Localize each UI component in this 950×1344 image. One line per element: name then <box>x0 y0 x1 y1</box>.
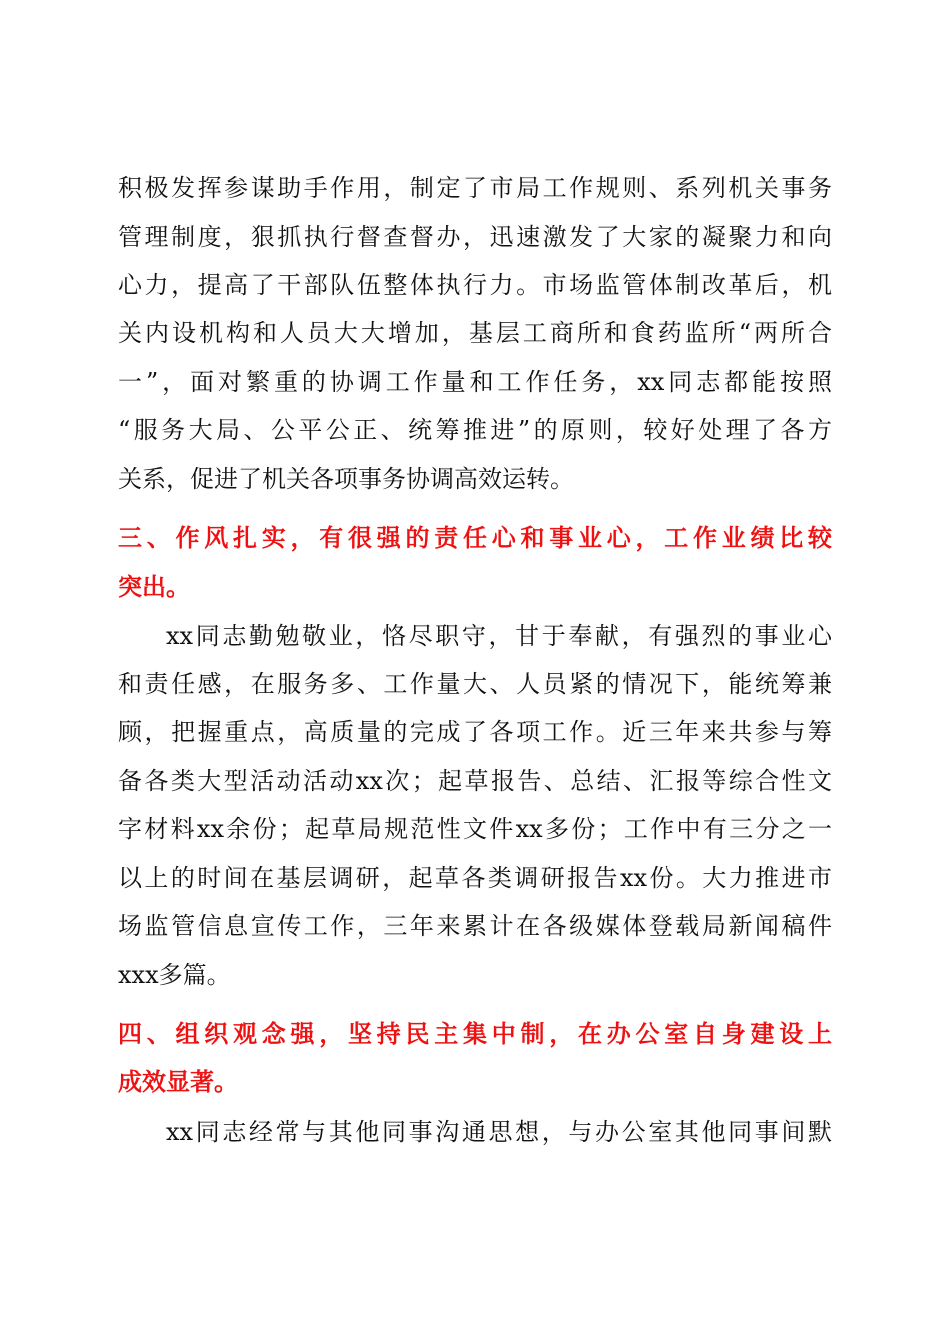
body-line: 积极发挥参谋助手作用，制定了市局工作规则、系列机关事务 <box>118 174 832 202</box>
body-line: 以上的时间在基层调研，起草各类调研报告xx份。大力推进市 <box>118 864 832 892</box>
body-line: 关内设机构和人员大大增加，基层工商所和食药监所“两所合 <box>118 319 832 347</box>
section-heading-line: 四、组织观念强，坚持民主集中制，在办公室自身建设上 <box>118 1020 832 1048</box>
body-line: “服务大局、公平公正、统筹推进”的原则，较好处理了各方 <box>118 416 832 444</box>
body-line: 顾，把握重点，高质量的完成了各项工作。近三年来共参与筹 <box>118 718 832 746</box>
body-line: 字材料xx余份；起草局规范性文件xx多份；工作中有三分之一 <box>118 815 832 843</box>
body-line: 和责任感，在服务多、工作量大、人员紧的情况下，能统筹兼 <box>118 670 832 698</box>
body-line: 关系，促进了机关各项事务协调高效运转。 <box>118 465 574 493</box>
section-heading-line: 突出。 <box>118 573 190 601</box>
body-line: 一”，面对繁重的协调工作量和工作任务，xx同志都能按照 <box>118 368 832 396</box>
section-heading-line: 成效显著。 <box>118 1068 238 1096</box>
body-line: xxx多篇。 <box>118 961 231 989</box>
paragraph-first-line: xx同志经常与其他同事沟通思想，与办公室其他同事间默 <box>166 1118 832 1146</box>
body-line: 备各类大型活动活动xx次；起草报告、总结、汇报等综合性文 <box>118 767 832 795</box>
section-heading-line: 三、作风扎实，有很强的责任心和事业心，工作业绩比较 <box>118 524 832 552</box>
body-line: 管理制度，狠抓执行督查督办，迅速激发了大家的凝聚力和向 <box>118 223 832 251</box>
body-line: 场监管信息宣传工作，三年来累计在各级媒体登载局新闻稿件 <box>118 912 832 940</box>
paragraph-first-line: xx同志勤勉敬业，恪尽职守，甘于奉献，有强烈的事业心 <box>166 622 832 650</box>
body-line: 心力，提高了干部队伍整体执行力。市场监管体制改革后，机 <box>118 271 832 299</box>
